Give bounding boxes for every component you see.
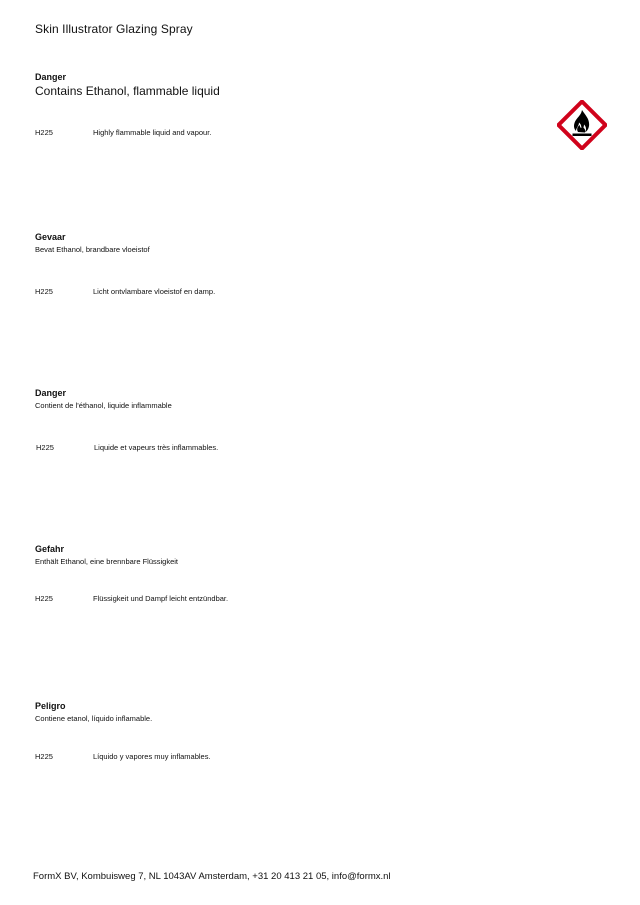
hazard-text: Líquido y vapores muy inflamables. <box>93 752 211 761</box>
hazard-code: H225 <box>35 594 53 603</box>
company-footer: FormX BV, Kombuisweg 7, NL 1043AV Amsterdam, +31 20 413 21 05, info@formx.nl <box>33 871 391 882</box>
hazard-section-nl <box>35 232 555 296</box>
hazard-code: H225 <box>36 443 54 452</box>
hazard-text: Highly flammable liquid and vapour. <box>93 128 212 137</box>
hazard-code: H225 <box>35 128 53 137</box>
document-title: Skin Illustrator Glazing Spray <box>35 22 193 36</box>
signal-word: Danger <box>35 72 67 82</box>
contains-statement: Enthält Ethanol, eine brennbare Flüssigkeit <box>35 557 179 566</box>
hazard-section-es <box>35 701 555 761</box>
signal-word: Gefahr <box>35 544 65 554</box>
hazard-code: H225 <box>35 287 53 296</box>
hazard-section-de <box>35 544 555 603</box>
hazard-section-fr <box>35 388 555 452</box>
signal-word: Gevaar <box>35 232 66 242</box>
contains-statement: Contains Ethanol, flammable liquid <box>35 84 220 98</box>
hazard-text: Liquide et vapeurs très inflammables. <box>94 443 219 452</box>
hazard-section-en <box>35 72 555 137</box>
contains-statement: Contient de l’éthanol, liquide inflammable <box>35 401 172 410</box>
contains-statement: Bevat Ethanol, brandbare vloeistof <box>35 245 150 254</box>
signal-word: Peligro <box>35 701 66 711</box>
hazard-text: Flüssigkeit und Dampf leicht entzündbar. <box>93 594 229 603</box>
ghs-flame-icon <box>557 100 607 150</box>
hazard-code: H225 <box>35 752 53 761</box>
signal-word: Danger <box>35 388 67 398</box>
hazard-text: Licht ontvlambare vloeistof en damp. <box>93 287 216 296</box>
contains-statement: Contiene etanol, líquido inflamable. <box>35 714 153 723</box>
